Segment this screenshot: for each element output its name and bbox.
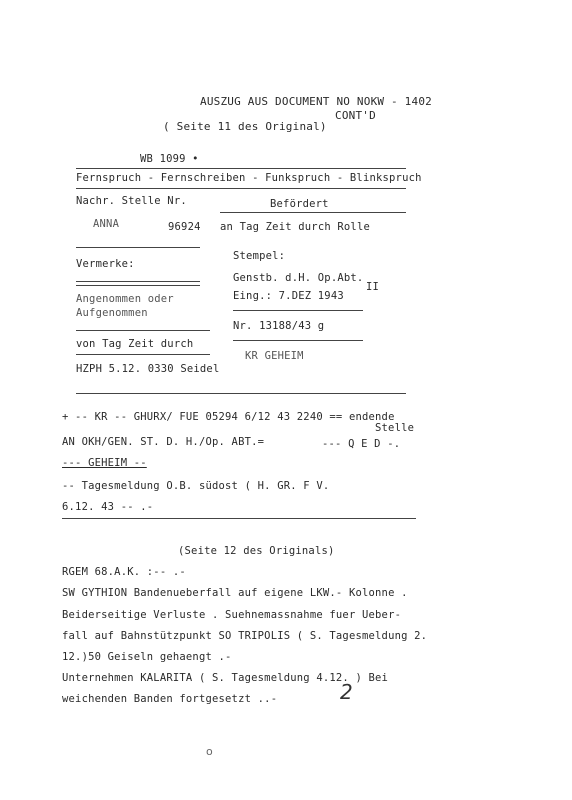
nachr-stelle-label: Nachr. Stelle Nr.: [76, 195, 187, 207]
page-footer-mark: o: [206, 745, 213, 758]
sender-name: ANNA: [93, 218, 120, 230]
double-divider: [76, 281, 200, 286]
page2-reference: (Seite 12 des Originals): [178, 545, 335, 557]
recipient-line: AN OKH/GEN. ST. D. H./Op. ABT.=: [62, 436, 265, 448]
reference-number: Nr. 13188/43 g: [233, 320, 325, 332]
sender-number: 96924: [168, 221, 201, 233]
body-line-3: Beiderseitige Verluste . Suehnemassnahme fuer Ueber-: [62, 609, 402, 621]
divider: [62, 518, 416, 519]
body-line-4: fall auf Bahnstützpunkt SO TRIPOLIS ( S. Tagesmeldung 2.: [62, 630, 428, 642]
body-line-5: 12.)50 Geiseln gehaengt .-: [62, 651, 232, 663]
body-line-1: RGEM 68.A.K. :-- .-: [62, 566, 186, 578]
divider: [220, 212, 406, 213]
divider: [233, 310, 363, 311]
stamp-received-date: Eing.: 7.DEZ 1943: [233, 290, 344, 302]
message-header-line: + -- KR -- GHURX/ FUE 05294 6/12 43 2240 == endende: [62, 411, 395, 423]
document-title: AUSZUG AUS DOCUMENT NO NOKW - 1402: [200, 95, 432, 108]
divider: [76, 188, 406, 189]
vermerke-label: Vermerke:: [76, 258, 135, 270]
angenommen-label: Angenommen oder: [76, 293, 174, 305]
divider: [76, 247, 200, 248]
divider: [76, 330, 210, 331]
page-reference: ( Seite 11 des Original): [163, 120, 327, 133]
von-row-label: von Tag Zeit durch: [76, 338, 194, 350]
transmission-types: Fernspruch - Fernschreiben - Funkspruch - Blinkspruch: [76, 172, 422, 184]
befoerdert-row: an Tag Zeit durch Rolle: [220, 221, 370, 233]
contd-label: CONT'D: [335, 109, 376, 122]
wb-number: WB 1099 •: [140, 153, 199, 165]
report-date: 6.12. 43 -- .-: [62, 501, 154, 513]
report-subject: -- Tagesmeldung O.B. südost ( H. GR. F V.: [62, 480, 330, 492]
stempel-label: Stempel:: [233, 250, 286, 262]
divider: [76, 393, 406, 394]
qed-mark: --- Q E D -.: [322, 438, 401, 450]
received-line: HZPH 5.12. 0330 Seidel: [76, 363, 220, 375]
divider: [233, 340, 363, 341]
message-header-cont: Stelle: [375, 422, 415, 434]
divider: [76, 168, 406, 169]
body-line-6: Unternehmen KALARITA ( S. Tagesmeldung 4.12. ) Bei: [62, 672, 389, 684]
divider: [76, 354, 210, 355]
stamp-roman-numeral: II: [366, 281, 380, 293]
classification-geheim: --- GEHEIM --: [62, 457, 147, 469]
befoerdert-label: Befördert: [270, 198, 329, 210]
stamp-department: Genstb. d.H. Op.Abt.: [233, 272, 364, 284]
handwritten-mark: 2: [340, 680, 353, 704]
aufgenommen-label: Aufgenommen: [76, 307, 148, 319]
body-line-2: SW GYTHION Bandenueberfall auf eigene LKW.- Kolonne .: [62, 587, 408, 599]
classification-kr-geheim: KR GEHEIM: [245, 350, 304, 362]
body-line-7: weichenden Banden fortgesetzt ..-: [62, 693, 278, 705]
